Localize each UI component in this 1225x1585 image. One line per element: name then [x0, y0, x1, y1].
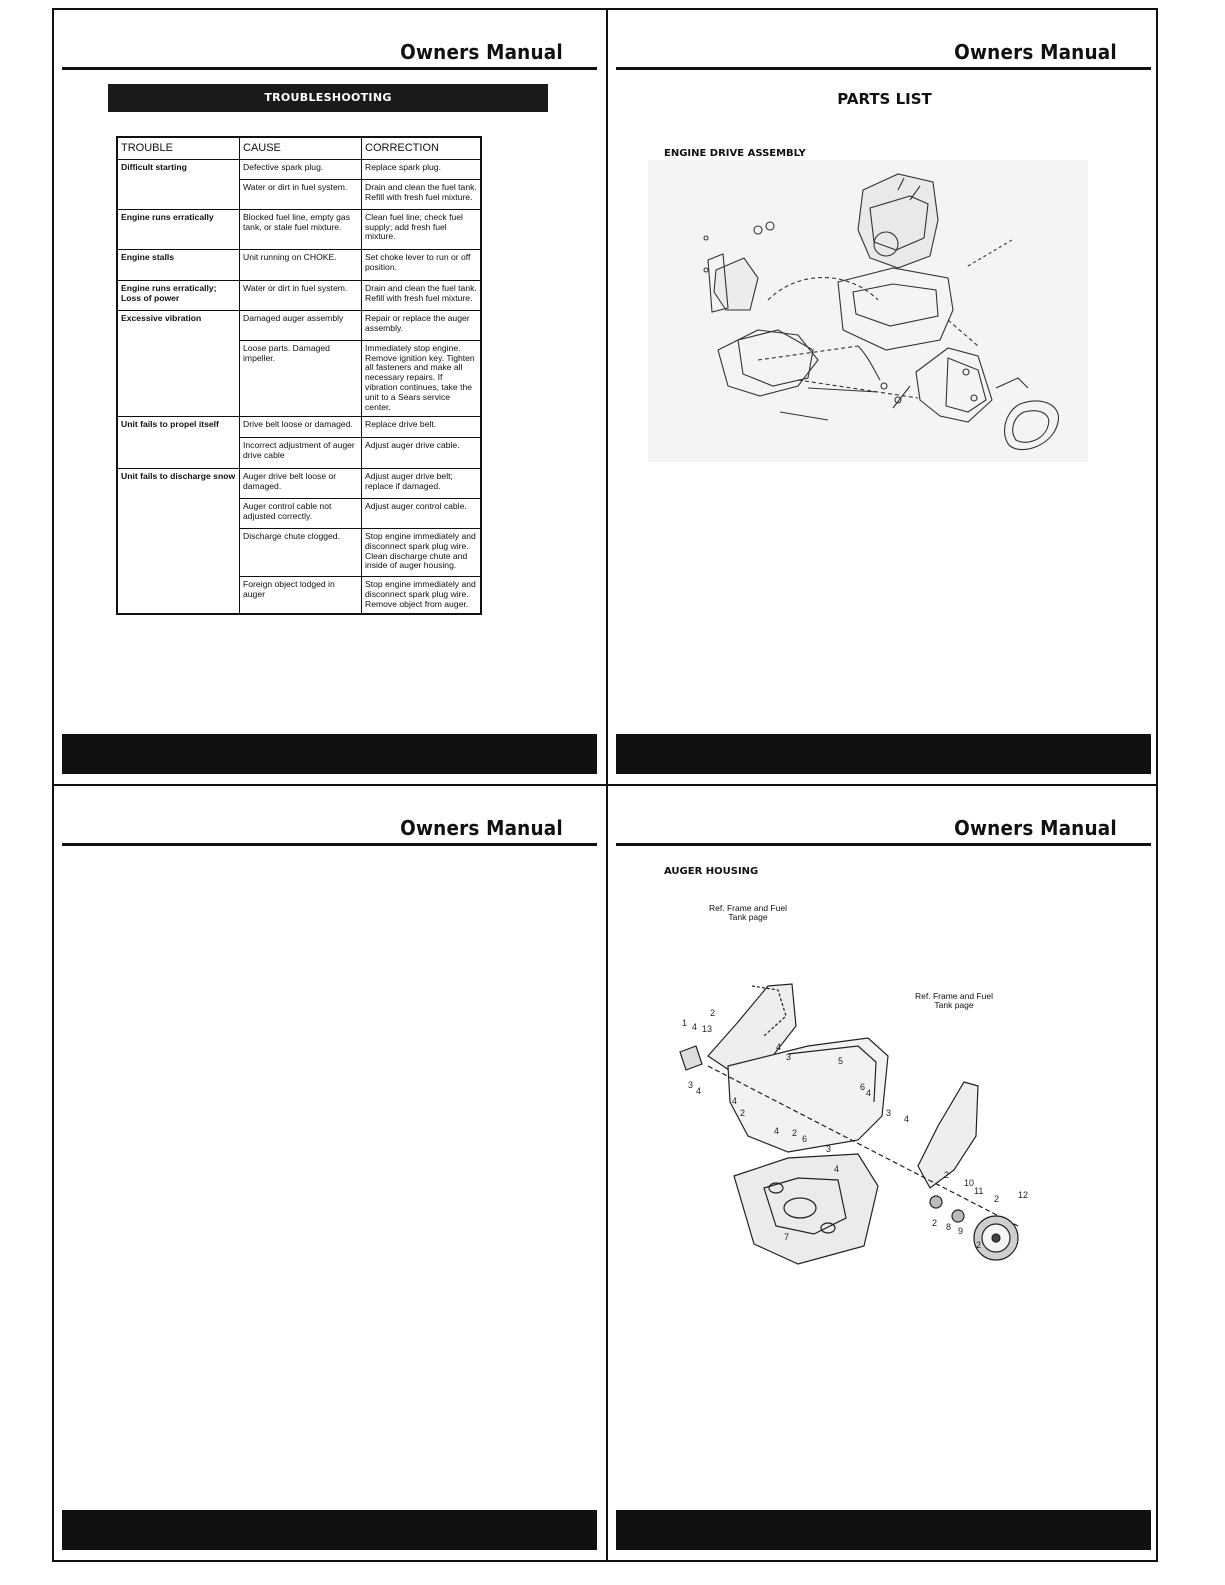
svg-text:2: 2 [994, 1194, 1000, 1204]
trouble-cell: Difficult starting [117, 159, 240, 209]
page-header-title: Owners Manual [954, 40, 1117, 64]
correction-cell: Adjust auger drive belt; replace if damaged. [362, 468, 482, 498]
correction-cell: Repair or replace the auger assembly. [362, 310, 482, 340]
svg-text:11: 11 [974, 1186, 984, 1196]
svg-text:2: 2 [932, 1218, 938, 1228]
page-header-title: Owners Manual [400, 40, 563, 64]
auger-reference-note-2: Ref. Frame and Fuel Tank page [915, 991, 993, 1011]
svg-text:2: 2 [710, 1008, 716, 1018]
svg-text:4: 4 [834, 1164, 840, 1174]
svg-text:3: 3 [786, 1052, 792, 1062]
correction-cell: Set choke lever to run or off position. [362, 249, 482, 280]
correction-cell: Stop engine immediately and disconnect spark plug wire. Clean discharge chute and inside of auger housing. [362, 528, 482, 576]
auger-housing-label: AUGER HOUSING [664, 866, 759, 877]
table-row [117, 249, 481, 280]
cause-cell: Loose parts. Damaged impeller. [240, 340, 362, 416]
correction-cell: Clean fuel line; check fuel supply; add fresh fuel mixture. [362, 209, 482, 249]
correction-cell: Replace drive belt. [362, 416, 482, 437]
page-troubleshooting [54, 10, 607, 786]
table-row [117, 209, 481, 249]
cause-cell: Unit running on CHOKE. [240, 249, 362, 280]
svg-text:9: 9 [958, 1226, 964, 1236]
header-rule [62, 843, 597, 846]
svg-text:2: 2 [976, 1240, 982, 1250]
svg-text:2: 2 [792, 1128, 798, 1138]
auger-reference-note-1: Ref. Frame and Fuel Tank page [709, 903, 787, 923]
svg-text:4: 4 [692, 1022, 698, 1032]
page-parts-list-engine [608, 10, 1161, 786]
correction-cell: Immediately stop engine. Remove ignition key. Tighten all fasteners and make all necessary repairs. If vibration continues, take the unit to a Sears service center. [362, 340, 482, 416]
trouble-cell: Unit fails to propel itself [117, 416, 240, 468]
header-rule [616, 67, 1151, 70]
svg-text:4: 4 [696, 1086, 702, 1096]
svg-text:5: 5 [838, 1056, 844, 1066]
trouble-cell: Engine stalls [117, 249, 240, 280]
svg-text:2: 2 [944, 1170, 950, 1180]
page-header-title: Owners Manual [954, 816, 1117, 840]
footer-bar [62, 734, 597, 774]
table-row [117, 310, 481, 340]
svg-text:3: 3 [688, 1080, 694, 1090]
table-header-row [117, 137, 481, 159]
trouble-cell: Engine runs erratically; Loss of power [117, 280, 240, 310]
svg-text:4: 4 [774, 1126, 780, 1136]
svg-text:7: 7 [784, 1232, 790, 1242]
svg-text:4: 4 [866, 1088, 872, 1098]
cause-cell: Defective spark plug. [240, 159, 362, 179]
trouble-cell: Unit fails to discharge snow [117, 468, 240, 614]
column-header-cause: CAUSE [240, 137, 362, 159]
trouble-cell: Engine runs erratically [117, 209, 240, 249]
auger-housing-diagram [668, 926, 1048, 1286]
parts-list-title: PARTS LIST [837, 90, 932, 108]
cause-cell: Blocked fuel line, empty gas tank, or stale fuel mixture. [240, 209, 362, 249]
correction-cell: Drain and clean the fuel tank. Refill with fresh fuel mixture. [362, 280, 482, 310]
svg-text:12: 12 [1018, 1190, 1029, 1200]
svg-text:3: 3 [826, 1144, 832, 1154]
svg-text:3: 3 [886, 1108, 892, 1118]
header-rule [616, 843, 1151, 846]
svg-text:10: 10 [964, 1178, 975, 1188]
svg-text:4: 4 [776, 1042, 782, 1052]
cause-cell: Water or dirt in fuel system. [240, 280, 362, 310]
cause-cell: Drive belt loose or damaged. [240, 416, 362, 437]
cause-cell: Damaged auger assembly [240, 310, 362, 340]
correction-cell: Adjust auger control cable. [362, 498, 482, 528]
svg-text:4: 4 [732, 1096, 738, 1106]
cause-cell: Auger control cable not adjusted correctly. [240, 498, 362, 528]
table-row [117, 159, 481, 179]
svg-text:8: 8 [946, 1222, 952, 1232]
table-row [117, 468, 481, 498]
page-header-title: Owners Manual [400, 816, 563, 840]
page-blank [54, 786, 607, 1562]
page-parts-list-auger [608, 786, 1161, 1562]
column-header-correction: CORRECTION [362, 137, 482, 159]
correction-cell: Drain and clean the fuel tank. Refill with fresh fuel mixture. [362, 179, 482, 209]
svg-text:1: 1 [682, 1018, 688, 1028]
column-header-trouble: TROUBLE [117, 137, 240, 159]
cause-cell: Discharge chute clogged. [240, 528, 362, 576]
svg-text:6: 6 [860, 1082, 866, 1092]
svg-text:2: 2 [740, 1108, 746, 1118]
footer-bar [616, 734, 1151, 774]
footer-bar [62, 1510, 597, 1550]
header-rule [62, 67, 597, 70]
troubleshooting-banner: TROUBLESHOOTING [108, 84, 548, 112]
correction-cell: Stop engine immediately and disconnect spark plug wire. Remove object from auger. [362, 576, 482, 614]
engine-drive-assembly-label: ENGINE DRIVE ASSEMBLY [664, 148, 806, 159]
cause-cell: Foreign object lodged in auger [240, 576, 362, 614]
footer-bar [616, 1510, 1151, 1550]
correction-cell: Adjust auger drive cable. [362, 437, 482, 468]
svg-text:4: 4 [904, 1114, 910, 1124]
cause-cell: Water or dirt in fuel system. [240, 179, 362, 209]
trouble-cell: Excessive vibration [117, 310, 240, 416]
engine-drive-assembly-diagram [648, 160, 1088, 462]
cause-cell: Incorrect adjustment of auger drive cable [240, 437, 362, 468]
troubleshooting-table [116, 136, 482, 615]
cause-cell: Auger drive belt loose or damaged. [240, 468, 362, 498]
table-row [117, 416, 481, 437]
correction-cell: Replace spark plug. [362, 159, 482, 179]
svg-text:13: 13 [702, 1024, 713, 1034]
svg-text:6: 6 [802, 1134, 808, 1144]
table-row [117, 280, 481, 310]
